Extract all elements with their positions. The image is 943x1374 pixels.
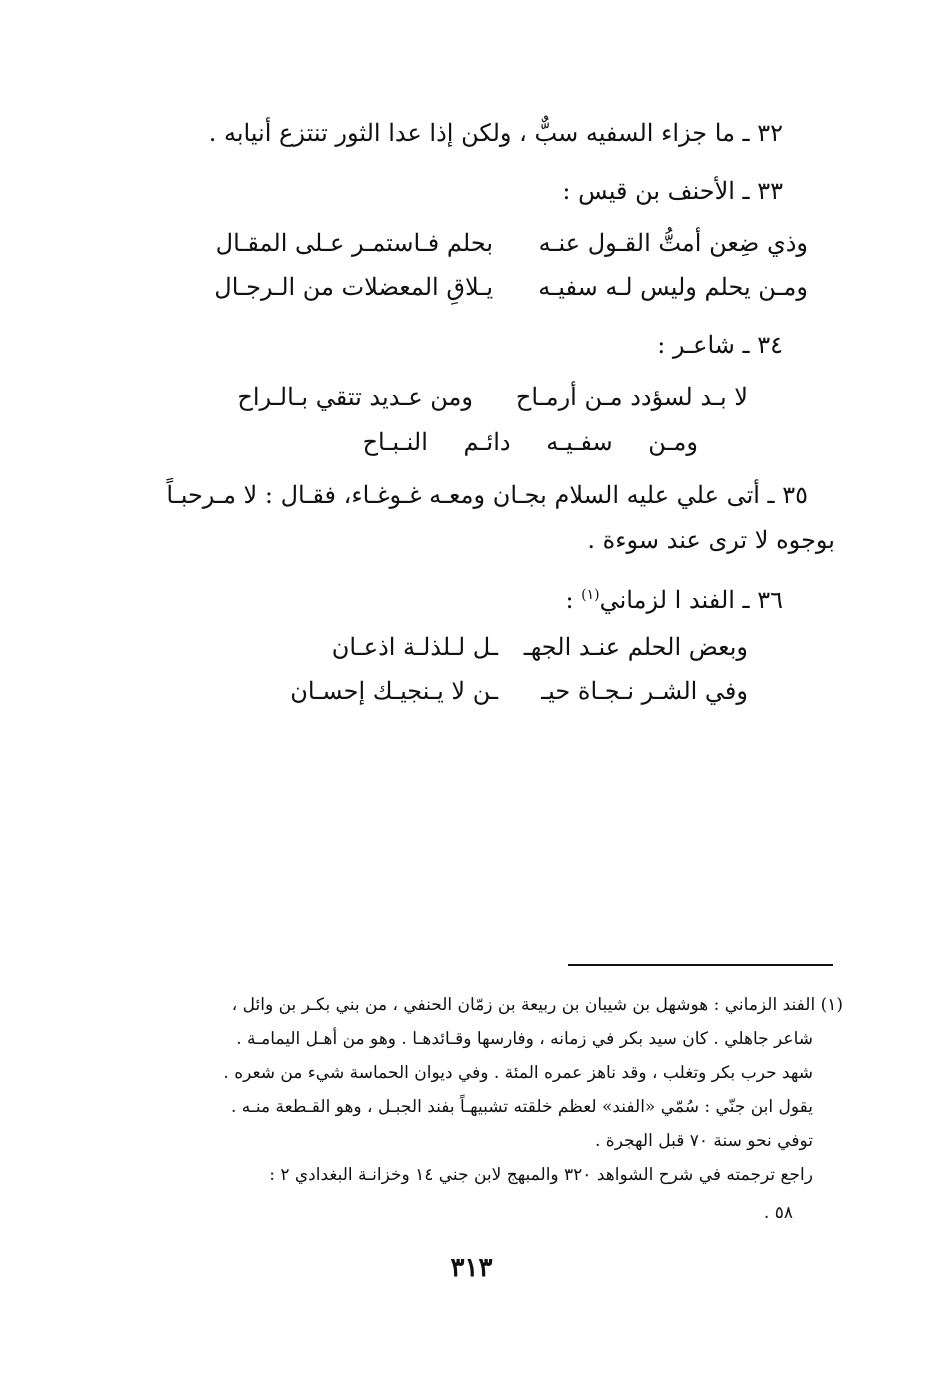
footnote-line-2: شاعر جاهلي . كان سيد بكر في زمانه ، وفارسها وقـائدهـا . وهو من أهـل اليمامـة . (236, 1029, 813, 1049)
entry-36-verse1-hemistich1: وبعض الحلم عنـد الجهـ (523, 633, 748, 661)
footnote-line-7: ٥٨ . (763, 1203, 793, 1223)
footnote-separator (568, 964, 833, 966)
entry-34-title: ٣٤ ـ شاعـر : (657, 331, 783, 359)
footnote-line-3: شهد حرب بكر وتغلب ، وقد ناهز عمره المئة . وفي ديوان الحماسة شيء من شعره . (223, 1063, 813, 1083)
footnote-line-4: يقول ابن جنّي : سُمّي «الفند» لعظم خلقته تشبيهـاً بفند الجبـل ، وهو القـطعة منـه . (231, 1097, 813, 1117)
entry-36-verse2-hemistich1: وفي الشـر نـجـاة حيـ (541, 677, 748, 705)
entry-33-title: ٣٣ ـ الأحنف بن قيس : (562, 177, 783, 205)
entry-35-line1: ٣٥ ـ أتى علي عليه السلام بجـان ومعـه غـوغـاء، فقـال : لا مـرحبـاً (166, 481, 808, 509)
footnote-line-5: توفي نحو سنة ٧٠ قبل الهجرة . (594, 1131, 813, 1151)
entry-33-verse1-hemistich2: بحلم فـاستمـر عـلى المقـال (215, 229, 493, 257)
entry-36-title (565, 578, 783, 617)
entry-34-verse1-hemistich1: لا بـد لسؤدد مـن أرمـاح (515, 383, 748, 411)
entry-36-verse2-hemistich2: ـن لا يـنجيـك إحسـان (290, 677, 498, 705)
footnote-line-6: راجع ترجمته في شرح الشواهد ٣٢٠ والمبهج لابن جني ١٤ وخزانـة البغدادي ٢ : (269, 1165, 813, 1185)
entry-34-verse2: ومـن سفـيـه دائـم النـبـاح (362, 428, 698, 456)
entry-35-line2: بوجوه لا ترى عند سوءة . (587, 526, 835, 554)
page-number: ٣١٣ (450, 1253, 493, 1283)
entry-33-verse2-hemistich2: يـلاقِ المعضلات من الـرجـال (214, 273, 493, 301)
entry-32: ٣٢ ـ ما جزاء السفيه سبٌّ ، ولكن إذا عدا الثور تنتزع أنيابه . (208, 119, 783, 147)
footnote-ref-marker: (١) (581, 587, 600, 603)
entry-36-title-text: ٣٦ ـ الفند ا لزماني (599, 586, 783, 614)
entry-33-verse1-hemistich1: وذي ضِعن أمتُّ القـول عنـه (538, 229, 808, 257)
footnote-line-1: (١) الفند الزماني : هوشهل بن شيبان بن ربيعة بن زمّان الحنفي ، من بني بكـر بن وائل ، (231, 995, 843, 1015)
entry-34-verse1-hemistich2: ومن عـديد تتقي بـالـراح (237, 383, 473, 411)
entry-33-verse2-hemistich1: ومـن يحلم وليس لـه سفيـه (538, 273, 808, 301)
entry-36-verse1-hemistich2: ـل لـلذلـة اذعـان (331, 633, 498, 661)
entry-36-title-colon: : (565, 586, 582, 614)
